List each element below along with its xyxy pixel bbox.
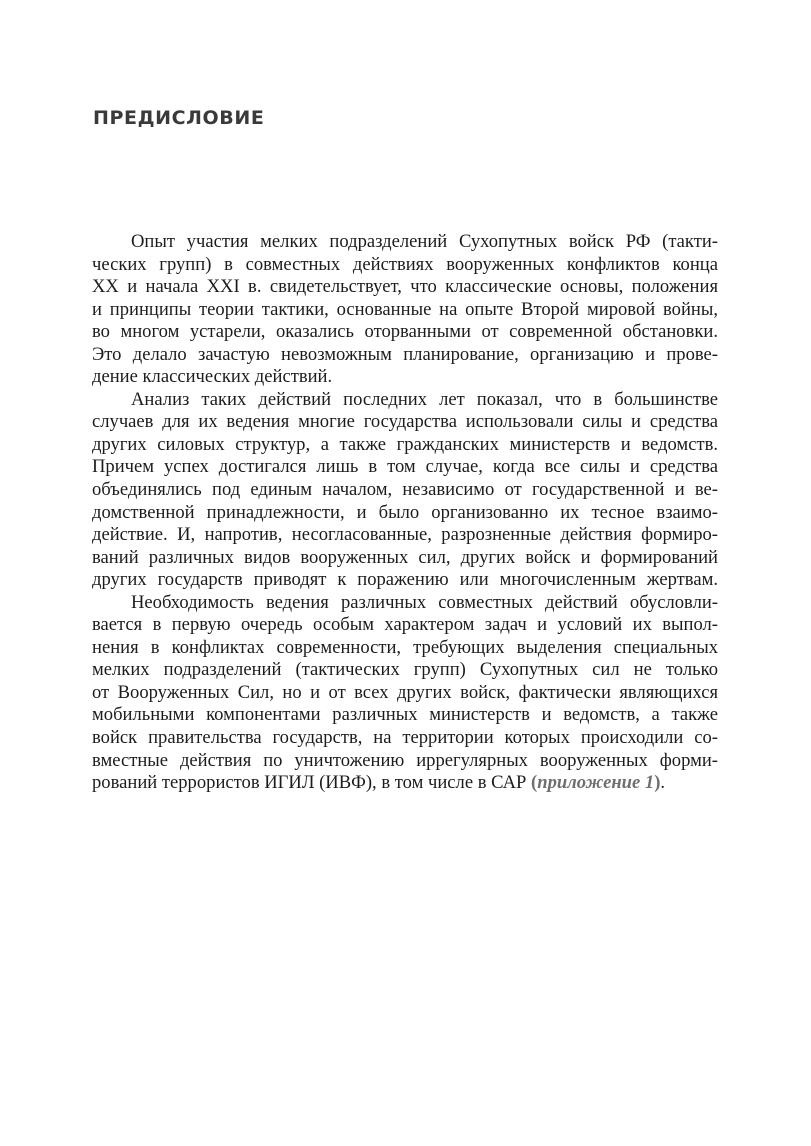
text-line: вместные действия по уничтожению иррегулярных вооруженных форми- [92,749,718,771]
text-line: мелких подразделений (тактических групп) Сухопутных сил не только [92,659,718,681]
text-line: мобильными компонентами различных министерств и ведомств, а также [92,704,718,726]
text-line: вается в первую очередь особым характером задач и условий их выпол- [92,614,718,636]
text-line: Необходимость ведения различных совместных действий обусловли- [131,591,718,613]
text-line: Это делало зачастую невозможным планирование, организацию и прове- [92,343,718,365]
text-line: и принципы теории тактики, основанные на опыте Второй мировой войны, [92,298,718,320]
text-line: других силовых структур, а также гражданских министерств и ведомств. [92,433,718,455]
text-line: Опыт участия мелких подразделений Сухопутных войск РФ (такти- [131,231,718,252]
text-line-last [92,772,718,795]
text-line: XX и начала XXI в. свидетельствует, что классические основы, положения [92,276,718,298]
body-text [92,231,718,795]
text-line: домственной принадлежности, и было организованно их тесное взаимо- [92,501,718,523]
text-line: во многом устарели, оказались оторванными от современной обстановки. [92,321,718,343]
paragraph-3 [92,592,718,795]
text-line: от Вооруженных Сил, но и от всех других войск, фактически являющихся [92,681,718,703]
ref-close-paren: ) [654,772,661,794]
text-line: дение классических действий. [92,366,333,388]
text-line: Анализ таких действий последних лет показал, что в большинстве [131,388,718,410]
appendix-reference[interactable] [531,772,660,793]
paragraph-2 [92,389,718,592]
text-line: нения в конфликтах современности, требующих выделения специальных [92,636,718,658]
text-line: действие. И, напротив, несогласованные, разрозненные действия формиро- [92,524,718,546]
text-line: случаев для их ведения многие государства использовали силы и средства [92,411,718,433]
text-line: Причем успех достигался лишь в том случае, когда все силы и средства [92,456,718,478]
sentence-end: . [660,772,666,794]
paragraph-1 [92,231,718,389]
last-line-text: рований террористов ИГИЛ (ИВФ), в том числе в САР [92,772,532,794]
page-heading: ПРЕДИСЛОВИЕ [93,107,265,129]
text-line: других государств приводят к поражению или многочисленным жертвам. [92,569,718,591]
text-line: ваний различных видов вооруженных сил, других войск и формирований [92,546,718,568]
text-line: войск правительства государств, на территории которых происходили со- [92,727,718,749]
text-line: ческих групп) в совместных действиях вооруженных конфликтов конца [92,253,718,275]
appendix-reference-label: приложение 1 [537,772,655,794]
text-line: объединялись под единым началом, независимо от государственной и ве- [92,479,718,501]
ref-open-paren: ( [531,772,538,794]
